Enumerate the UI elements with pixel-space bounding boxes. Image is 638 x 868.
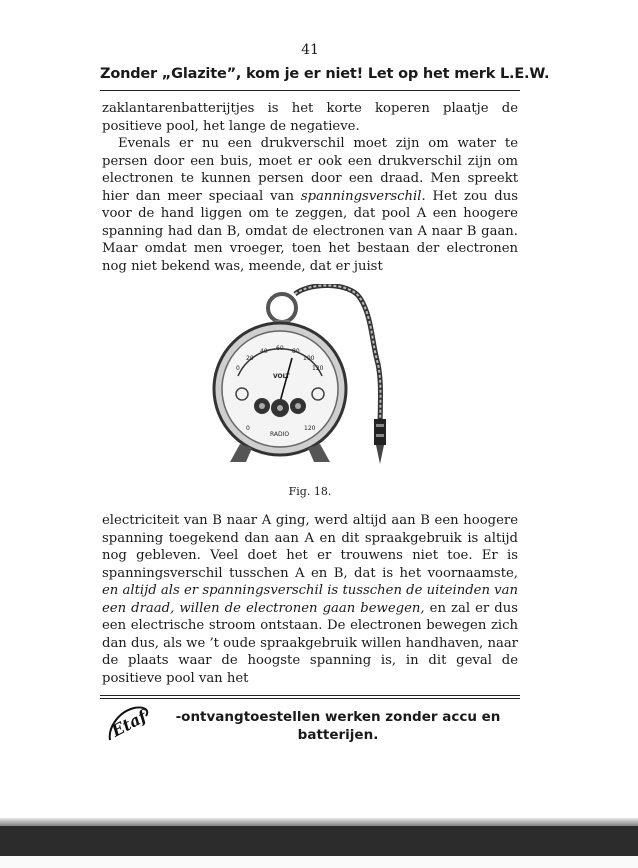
figure-voltmeter	[200, 284, 420, 474]
scan-edge-band	[0, 826, 638, 856]
advert-line-1: -ontvangtoestellen werken zonder accu en	[175, 709, 501, 725]
dial-volt-label: VOLT	[273, 373, 290, 380]
paragraph-3-part-b: en zal er dus een electrische stroom ontstaan. De electronen bewegen zich dan dus, als we ’t oude spraakgebruik willen handhaven, naar de plaats waar de hoogste spanning is, in dit geval de positieve pool van het	[102, 600, 518, 686]
dial-tick-label: 80	[292, 348, 300, 355]
advert-line-2: batterijen.	[297, 727, 379, 743]
footer-rule-1	[100, 695, 520, 696]
paragraph-1: zaklantarenbatterijtjes is het korte koperen plaatje de positieve pool, het lange de negatieve.	[102, 101, 518, 134]
scan-bottom-margin	[0, 856, 638, 868]
paragraph-2-emphasis: spanningsverschil.	[300, 188, 426, 204]
svg-text:Etaf: Etaf	[108, 706, 150, 741]
dial-tick-label: 20	[246, 355, 254, 362]
paragraph-3	[102, 512, 518, 687]
dial-corner-right: 120	[304, 425, 316, 432]
etaf-logo	[104, 702, 156, 746]
footer-rule-2	[100, 698, 520, 699]
paragraph-2-part-b: Het zou dus voor de hand liggen om te zeggen, dat pool A een hoogere spanning had dan B, omdat de electronen van A naar B gaan. Maar omdat men vroeger, toen het bestaan der electronen nog niet bekend was, meende, dat er juist	[102, 188, 519, 274]
figure-caption: Fig. 18.	[288, 485, 332, 498]
paragraph-2	[102, 135, 518, 275]
dial-tick-label: 120	[312, 365, 324, 372]
body-text-top	[102, 100, 518, 275]
running-header: Zonder „Glazite”, kom je er niet! Let op het merk L.E.W.	[100, 66, 550, 82]
dial-tick-label: 100	[303, 355, 315, 362]
dial-tick-label: 40	[260, 348, 268, 355]
dial-tick-label: 60	[276, 345, 284, 352]
voltmeter-illustration	[200, 284, 420, 474]
dial-radio-label: RADIO	[270, 431, 290, 438]
paragraph-3-part-a: electriciteit van B naar A ging, werd altijd aan B een hoogere spanning toegekend dan aan A en dit spraakgebruik is altijd nog gebleven. Veel doet het er trouwens niet toe. Er is spanningsverschil tusschen A en B, dat is het voornaamste,	[102, 513, 518, 581]
paragraph-2-part-a: Evenals er nu een drukverschil moet zijn om water te persen door een buis, moet er ook een drukverschil zijn om electronen te kunnen persen door een draad. Men spreekt hier dan meer speciaal van	[102, 136, 518, 204]
advertisement	[100, 704, 520, 748]
advert-text	[158, 708, 518, 744]
body-text-bottom	[102, 512, 518, 687]
header-rule	[100, 90, 520, 91]
dial-corner-left: 0	[246, 425, 250, 432]
paragraph-3-emphasis: en altijd als er spanningsverschil is tusschen de uiteinden van een draad, willen de electronen gaan bewegen,	[102, 583, 518, 616]
dial-tick-label: 0	[236, 365, 240, 372]
page-number: 41	[301, 42, 319, 58]
